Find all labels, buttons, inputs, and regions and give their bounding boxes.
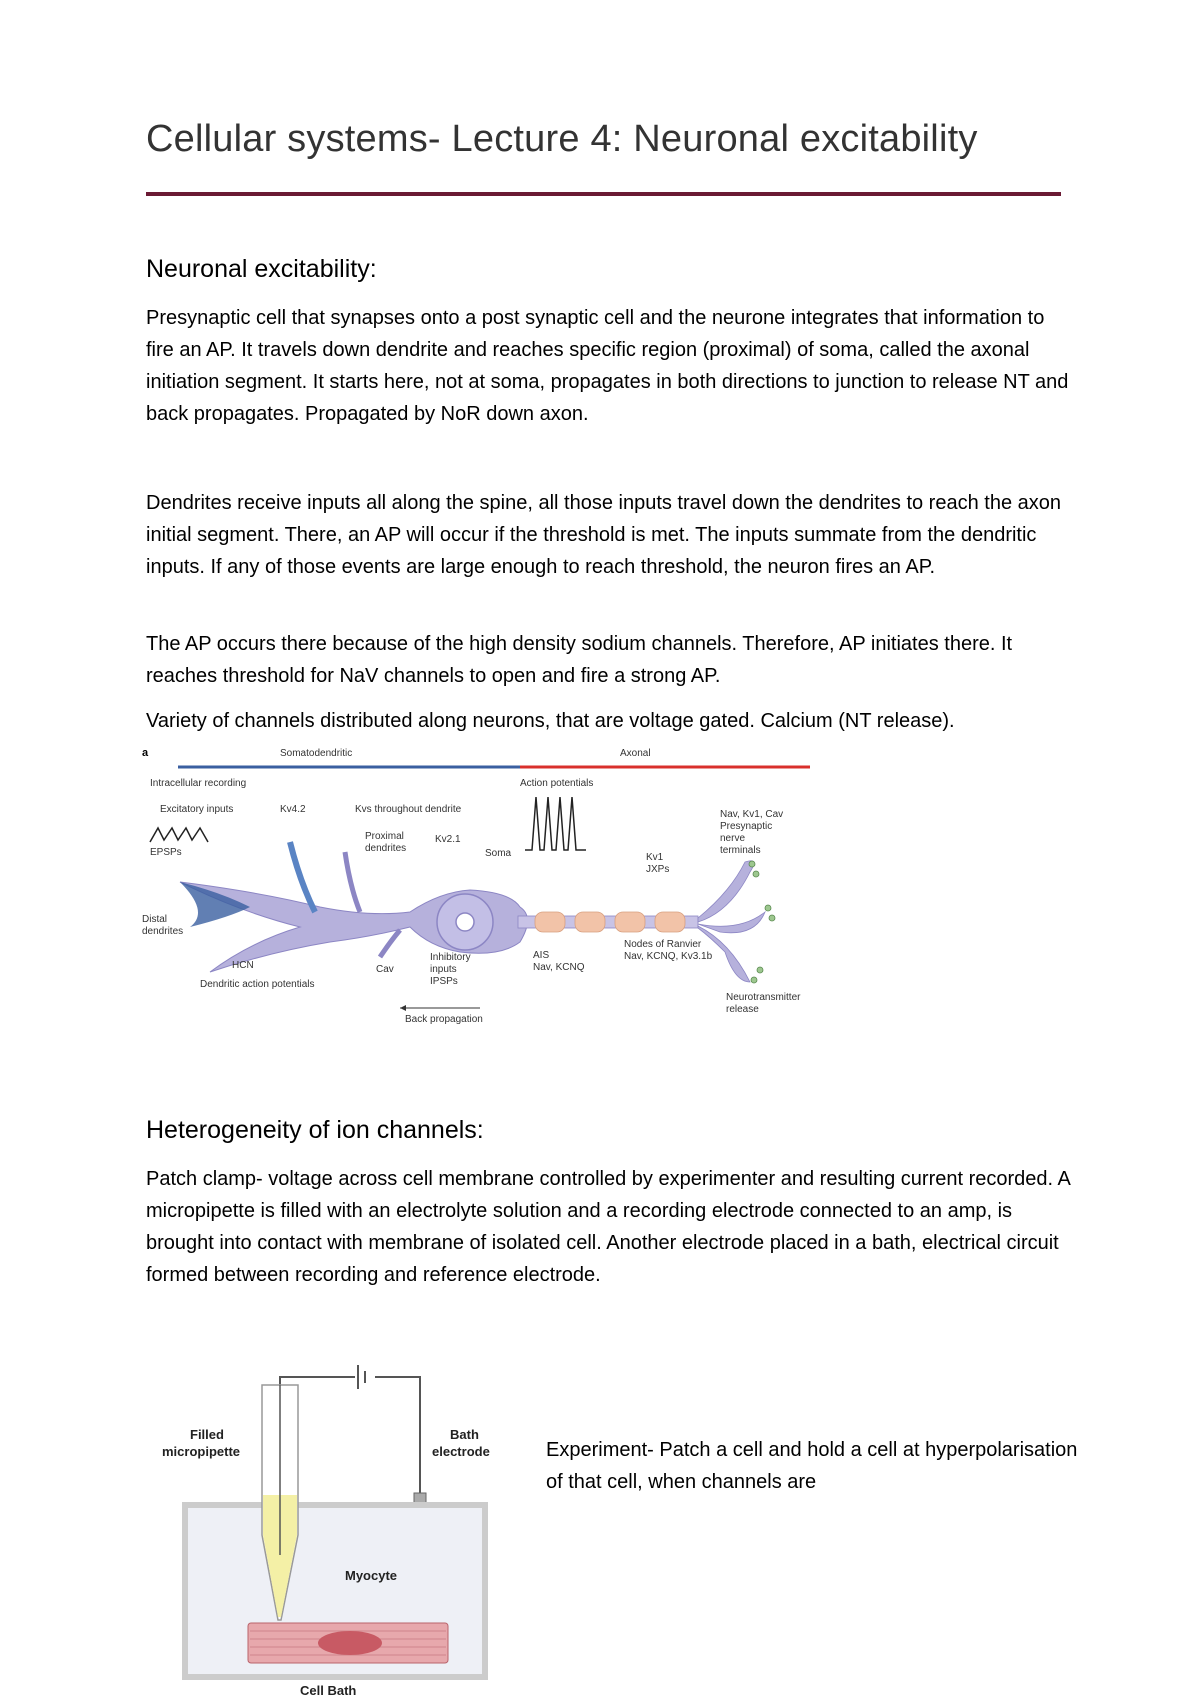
back-prop-label: Back propagation (405, 1014, 483, 1025)
proximal-dendrites-label: dendrites (365, 843, 407, 854)
intracellular-label: Intracellular recording (150, 778, 247, 789)
bath-electrode-label: electrode (432, 1444, 490, 1459)
soma-label: Soma (485, 848, 512, 859)
nt-release-label-2: release (726, 1004, 759, 1015)
epsp-trace (150, 828, 208, 842)
cav-label: Cav (376, 964, 394, 975)
hcn-label: HCN (232, 960, 254, 971)
kv42-label: Kv4.2 (280, 804, 306, 815)
distal-label: Distal (142, 914, 168, 925)
page-title: Cellular systems- Lecture 4: Neuronal excitability (146, 118, 978, 160)
paragraph-patch-clamp: Patch clamp- voltage across cell membrane controlled by experimenter and resulting current recorded. A micropipette is filled with an electrolyte solution and a recording electrode connected to an amp, is brought into contact with membrane of isolated cell. Another electrode placed in a bath, electrical circuit formed between recording and reference electrode. (146, 1168, 1070, 1286)
cell-bath-label: Cell Bath (300, 1683, 357, 1695)
ap-trace (525, 797, 586, 850)
paragraph-2: Dendrites receive inputs all along the spine, all those inputs travel down the dendrites to reach the axon initial segment. There, an AP will occur if the threshold is met. The inputs summate from the dendritic inputs. If any of those events are large enough to reach threshold, the neuron fires an AP. (146, 492, 1061, 578)
kv21-label: Kv2.1 (435, 834, 461, 845)
section-heading-neuronal-excitability: Neuronal excitability: (146, 255, 377, 283)
jxps-label: JXPs (646, 864, 670, 875)
nerve-label: nerve (720, 833, 746, 844)
action-potentials-label: Action potentials (520, 778, 594, 789)
title-divider (146, 192, 1061, 196)
axonal-label: Axonal (620, 748, 651, 759)
inhibitory-inputs-label: inputs (430, 964, 457, 975)
myocyte-nucleus (318, 1631, 382, 1655)
excitatory-label: Excitatory inputs (160, 804, 234, 815)
ais-label: AIS (533, 950, 550, 961)
presynaptic-label: Presynaptic (720, 821, 773, 832)
paragraph-1: Presynaptic cell that synapses onto a post synaptic cell and the neurone integrates that information to fire an AP. It travels down dendrite and reaches specific region (proximal) of soma, called the axonal initiation segment. It starts here, not at soma, propagates in both directions to junction to release NT and back propagates. Propagated by NoR down axon. (146, 307, 1069, 425)
ais-channels-label: Nav, KCNQ (533, 962, 585, 973)
nucleus (456, 913, 474, 931)
bath-label: Bath (450, 1427, 479, 1442)
nodes-label: Nodes of Ranvier (624, 939, 702, 950)
somatodendritic-label: Somatodendritic (280, 748, 353, 759)
nav-kv1-cav-label: Nav, Kv1, Cav (720, 809, 784, 820)
micropipette-label: micropipette (162, 1444, 241, 1459)
section-heading-heterogeneity: Heterogeneity of ion channels: (146, 1116, 484, 1144)
fig-panel-label: a (142, 747, 149, 759)
filled-label: Filled (190, 1427, 224, 1442)
experiment-text: Experiment- Patch a cell and hold a cell at hyperpolarisation of that cell, when channels are (546, 1439, 1078, 1493)
neuron-channel-diagram (140, 742, 830, 1042)
terminals-label: terminals (720, 845, 761, 856)
myocyte-label: Myocyte (345, 1568, 398, 1583)
dendritic-ap-label: Dendritic action potentials (200, 979, 315, 990)
paragraph-3: The AP occurs there because of the high density sodium channels. Therefore, AP initiates there. It reaches threshold for NaV channels to open and fire a strong AP. (146, 633, 1013, 687)
inhibitory-label: Inhibitory (430, 952, 471, 963)
kv-throughout-label: Kvs throughout dendrite (355, 804, 462, 815)
proximal-label: Proximal (365, 831, 404, 842)
nt-release-label: Neurotransmitter (726, 992, 801, 1003)
ipsps-label: IPSPs (430, 976, 458, 987)
paragraph-4: Variety of channels distributed along neurons, that are voltage gated. Calcium (NT release). (146, 710, 955, 732)
distal-dendrites-label: dendrites (142, 926, 184, 937)
patch-clamp-diagram (150, 1355, 510, 1695)
epsps-label: EPSPs (150, 847, 182, 858)
kv1-label: Kv1 (646, 852, 664, 863)
nodes-channels-label: Nav, KCNQ, Kv3.1b (624, 951, 713, 962)
